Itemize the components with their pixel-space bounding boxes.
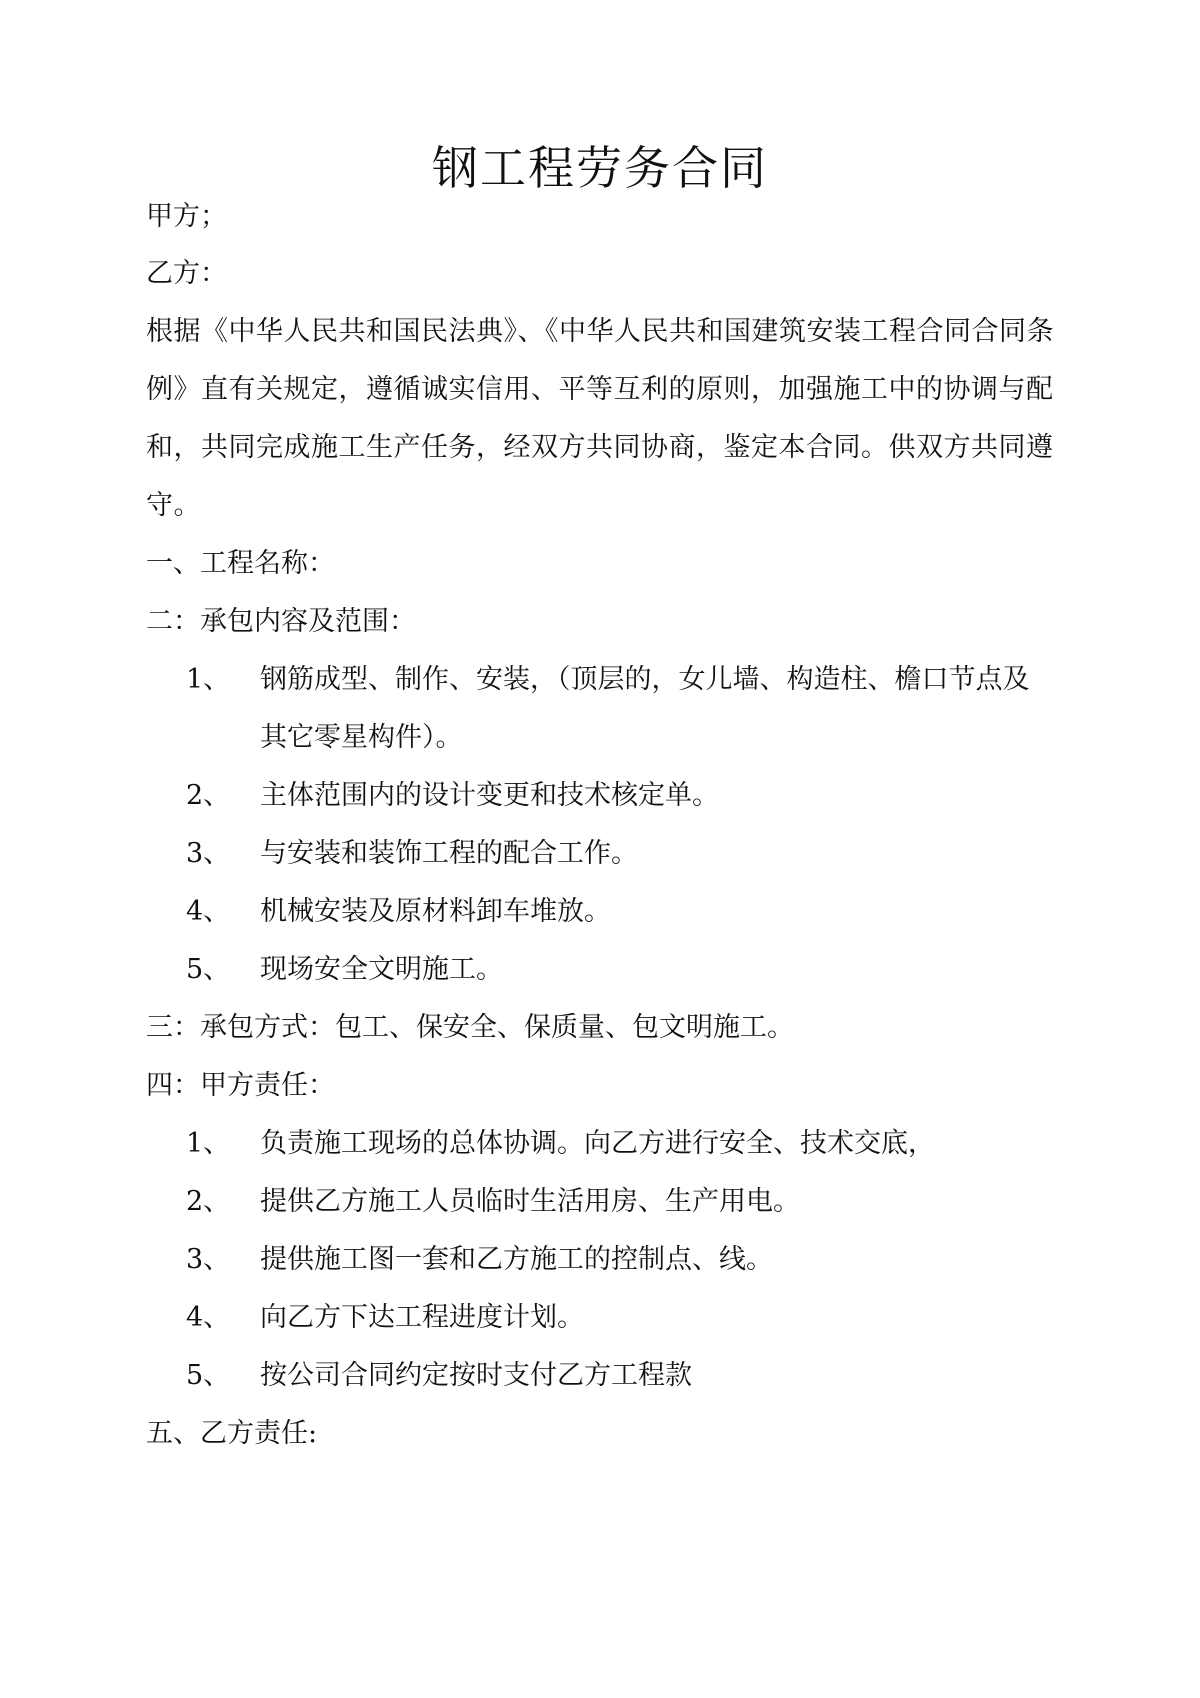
preamble-line: 守。 bbox=[146, 490, 201, 521]
section-heading-scope: 二：承包内容及范围： bbox=[146, 606, 416, 637]
list-item-text: 钢筋成型、制作、安装，（顶层的，女儿墙、构造柱、檐口节点及 bbox=[260, 664, 1030, 695]
list-item-number: 4、 bbox=[186, 1302, 231, 1333]
preamble-line: 例》直有关规定，遵循诚实信用、平等互利的原则，加强施工中的协调与配 bbox=[146, 374, 1054, 405]
list-item bbox=[186, 776, 1076, 816]
list-item bbox=[186, 660, 1076, 700]
section-heading-contract-method: 三：承包方式：包工、保安全、保质量、包文明施工。 bbox=[146, 1012, 794, 1043]
document-title: 钢工程劳务合同 bbox=[432, 141, 768, 195]
list-item-text: 按公司合同约定按时支付乙方工程款 bbox=[260, 1360, 692, 1391]
list-item-text: 负责施工现场的总体协调。向乙方进行安全、技术交底， bbox=[260, 1128, 935, 1159]
list-item-number: 1、 bbox=[186, 664, 231, 695]
list-item-number: 5、 bbox=[186, 954, 231, 985]
list-item-text: 主体范围内的设计变更和技术核定单。 bbox=[260, 780, 719, 811]
list-item-number: 2、 bbox=[186, 1186, 231, 1217]
preamble-line: 和，共同完成施工生产任务，经双方共同协商，鉴定本合同。供双方共同遵 bbox=[146, 432, 1054, 463]
list-item bbox=[186, 892, 1076, 932]
list-item-text: 与安装和装饰工程的配合工作。 bbox=[260, 838, 638, 869]
list-item-text: 机械安装及原材料卸车堆放。 bbox=[260, 896, 611, 927]
list-item bbox=[186, 1124, 1076, 1164]
list-item-text: 现场安全文明施工。 bbox=[260, 954, 503, 985]
list-item-number: 5、 bbox=[186, 1360, 231, 1391]
list-item bbox=[186, 1356, 1076, 1396]
section-heading-project-name: 一、工程名称： bbox=[146, 548, 335, 579]
list-item-text: 提供乙方施工人员临时生活用房、生产用电。 bbox=[260, 1186, 800, 1217]
list-item bbox=[186, 1182, 1076, 1222]
list-item-number: 3、 bbox=[186, 838, 231, 869]
list-item-number: 1、 bbox=[186, 1128, 231, 1159]
section-heading-party-b-duties: 五、乙方责任: bbox=[146, 1418, 318, 1449]
party-b-label: 乙方： bbox=[146, 258, 227, 289]
list-item bbox=[186, 1298, 1076, 1338]
list-item-number: 3、 bbox=[186, 1244, 231, 1275]
list-item-text: 提供施工图一套和乙方施工的控制点、线。 bbox=[260, 1244, 773, 1275]
list-item-continuation: 其它零星构件）。 bbox=[260, 722, 463, 753]
list-item bbox=[186, 834, 1076, 874]
list-item-number: 4、 bbox=[186, 896, 231, 927]
list-item bbox=[186, 950, 1076, 990]
list-item bbox=[186, 1240, 1076, 1280]
list-item-text: 向乙方下达工程进度计划。 bbox=[260, 1302, 584, 1333]
list-item-number: 2、 bbox=[186, 780, 231, 811]
party-a-label: 甲方； bbox=[146, 201, 227, 232]
section-heading-party-a-duties: 四：甲方责任： bbox=[146, 1070, 335, 1101]
preamble-line: 根据《中华人民共和国民法典》、《中华人民共和国建筑安装工程合同合同条 bbox=[146, 316, 1054, 347]
